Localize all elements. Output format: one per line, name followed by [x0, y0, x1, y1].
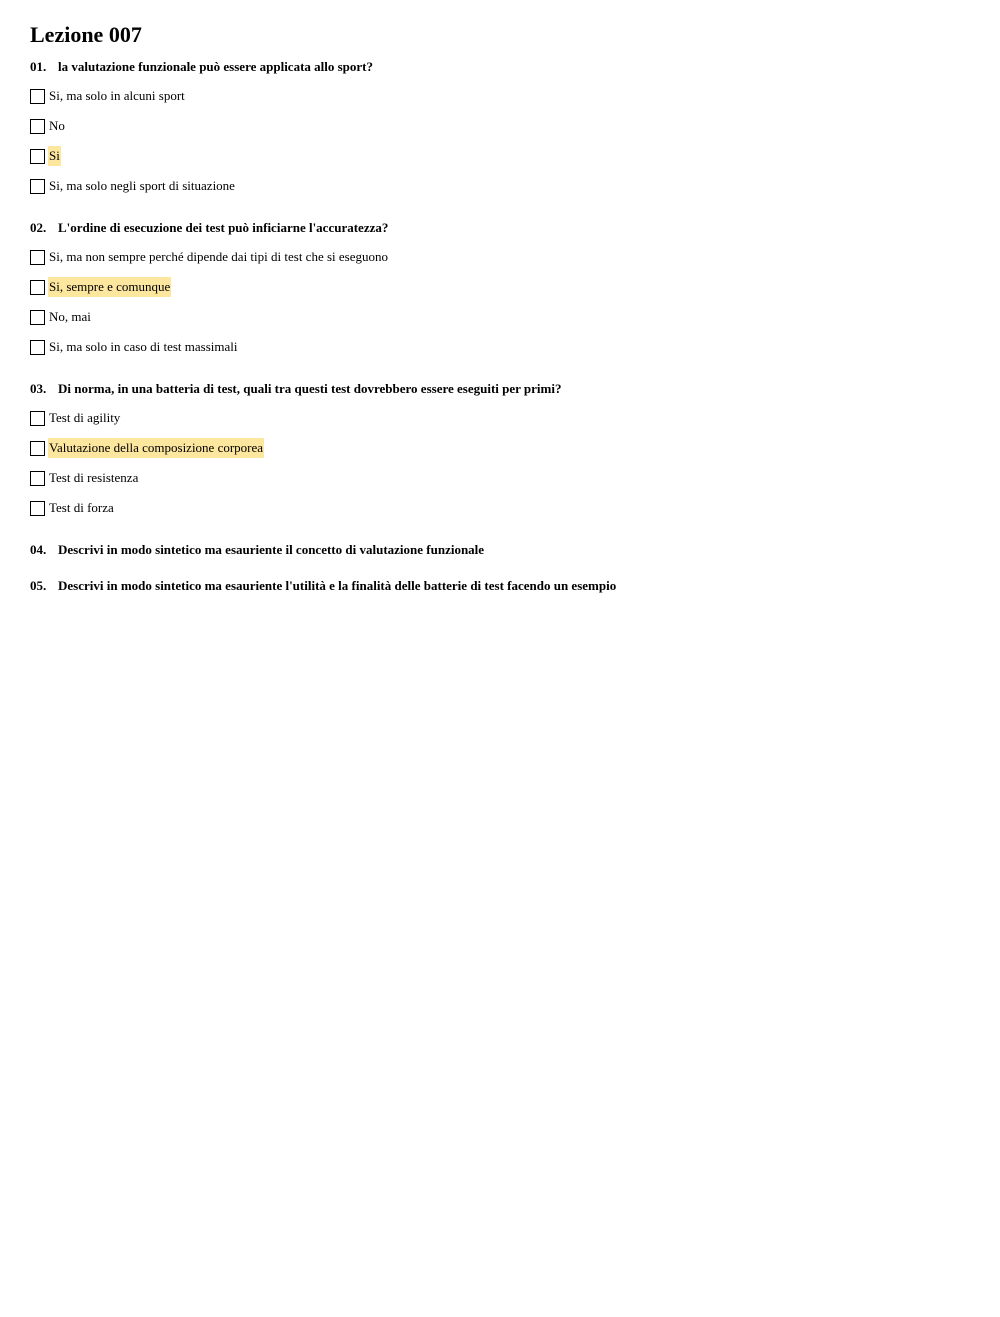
- option-item[interactable]: [30, 332, 970, 362]
- question-number: 04.: [30, 542, 47, 557]
- page-title: Lezione 007: [30, 22, 142, 47]
- question-header: [30, 219, 970, 237]
- checkbox[interactable]: [30, 89, 45, 104]
- option-item[interactable]: [30, 433, 970, 463]
- checkbox[interactable]: [30, 119, 45, 134]
- question-header: [30, 58, 970, 76]
- options-list: [30, 81, 970, 201]
- document-page: [30, 20, 970, 595]
- option-item[interactable]: [30, 242, 970, 272]
- option-label-correct: Si, sempre e comunque: [48, 277, 171, 297]
- option-label: No: [49, 118, 65, 133]
- checkbox[interactable]: [30, 310, 45, 325]
- question-header: [30, 380, 970, 398]
- question-text: la valutazione funzionale può essere applicata allo sport?: [58, 59, 374, 74]
- question-04: [30, 541, 970, 559]
- question-text: Descrivi in modo sintetico ma esauriente il concetto di valutazione funzionale: [58, 542, 485, 557]
- option-label: Si, ma solo in caso di test massimali: [49, 339, 238, 354]
- question-header: [30, 577, 970, 595]
- options-list: [30, 242, 970, 362]
- checkbox[interactable]: [30, 280, 45, 295]
- option-label: Test di agility: [49, 410, 121, 425]
- option-item[interactable]: [30, 302, 970, 332]
- option-item[interactable]: [30, 141, 970, 171]
- question-01: [30, 58, 970, 201]
- question-number: 03.: [30, 381, 47, 396]
- options-list: [30, 403, 970, 523]
- question-header: [30, 541, 970, 559]
- option-item[interactable]: [30, 403, 970, 433]
- option-item[interactable]: [30, 171, 970, 201]
- option-label: Si, ma solo in alcuni sport: [49, 88, 185, 103]
- question-02: [30, 219, 970, 362]
- checkbox[interactable]: [30, 149, 45, 164]
- option-item[interactable]: [30, 111, 970, 141]
- question-text: Descrivi in modo sintetico ma esauriente l'utilità e la finalità delle batterie di test facendo un esempio: [58, 578, 617, 593]
- option-label-correct: Si: [48, 146, 61, 166]
- question-05: [30, 577, 970, 595]
- question-number: 01.: [30, 59, 47, 74]
- question-03: [30, 380, 970, 523]
- option-label: Si, ma non sempre perché dipende dai tipi di test che si eseguono: [49, 249, 388, 264]
- checkbox[interactable]: [30, 411, 45, 426]
- option-label-correct: Valutazione della composizione corporea: [48, 438, 264, 458]
- question-text: Di norma, in una batteria di test, quali tra questi test dovrebbero essere eseguiti per primi?: [58, 381, 562, 396]
- question-number: 05.: [30, 578, 47, 593]
- option-item[interactable]: [30, 81, 970, 111]
- checkbox[interactable]: [30, 441, 45, 456]
- option-label: No, mai: [49, 309, 91, 324]
- checkbox[interactable]: [30, 179, 45, 194]
- option-item[interactable]: [30, 493, 970, 523]
- checkbox[interactable]: [30, 340, 45, 355]
- option-label: Test di resistenza: [49, 470, 139, 485]
- option-label: Si, ma solo negli sport di situazione: [49, 178, 235, 193]
- checkbox[interactable]: [30, 471, 45, 486]
- option-label: Test di forza: [49, 500, 114, 515]
- question-text: L'ordine di esecuzione dei test può inficiarne l'accuratezza?: [58, 220, 389, 235]
- question-number: 02.: [30, 220, 47, 235]
- option-item[interactable]: [30, 272, 970, 302]
- checkbox[interactable]: [30, 250, 45, 265]
- checkbox[interactable]: [30, 501, 45, 516]
- option-item[interactable]: [30, 463, 970, 493]
